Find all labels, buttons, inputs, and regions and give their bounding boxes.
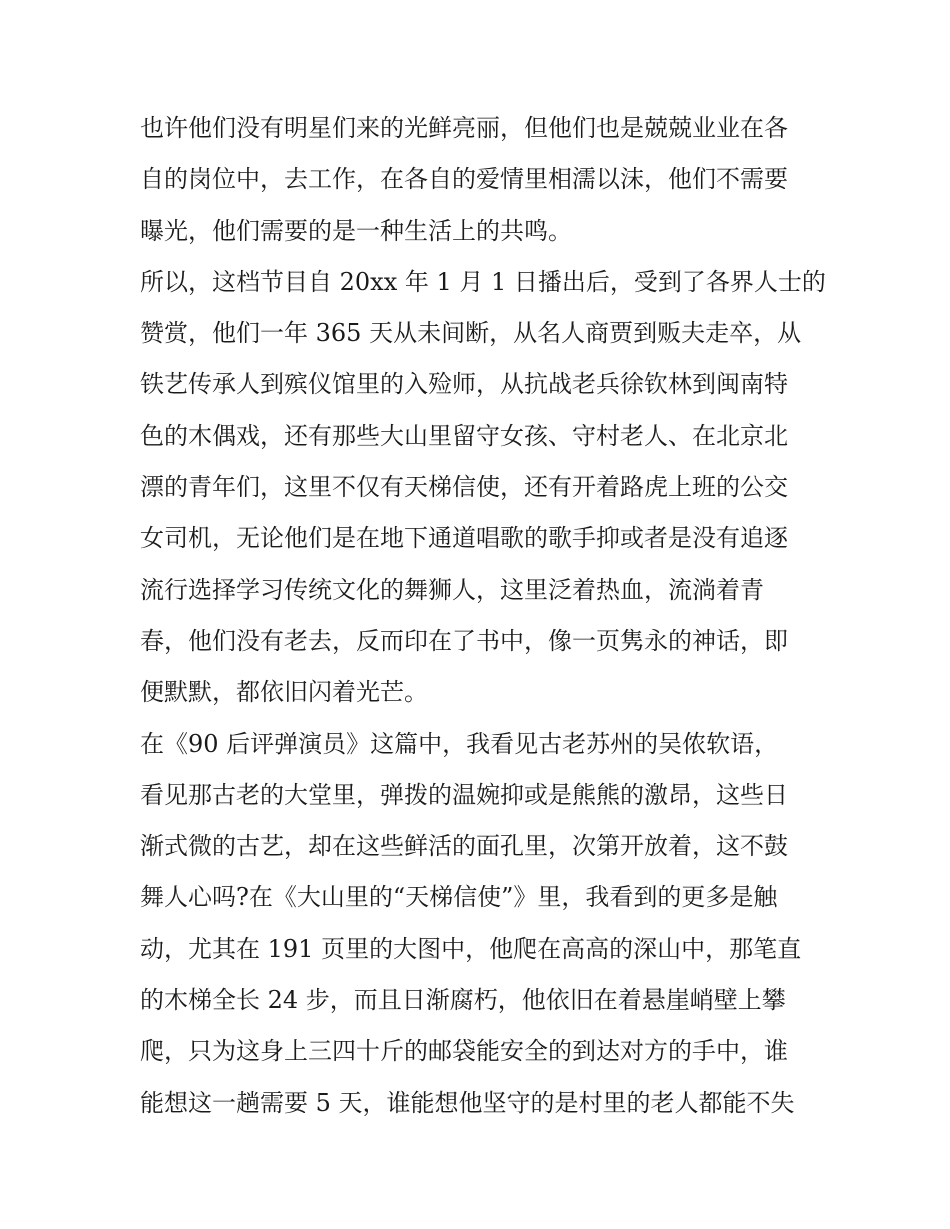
text-line: 能想这一趟需要 5 天，谁能想他坚守的是村里的老人都能不失: [140, 1088, 795, 1117]
text-line: 所以，这档节目自 20xx 年 1 月 1 日播出后，受到了各界人士的: [140, 267, 826, 296]
text-line: 看见那古老的大堂里，弹拨的温婉抑或是熊熊的激昂，这些日: [140, 780, 788, 809]
text-line: 的木梯全长 24 步，而且日渐腐朽，他依旧在着悬崖峭壁上攀: [140, 986, 786, 1015]
text-line: 女司机，无论他们是在地下通道唱歌的歌手抑或者是没有追逐: [140, 524, 788, 553]
text-line: 赞赏，他们一年 365 天从未间断，从名人商贾到贩夫走卒，从: [140, 319, 802, 348]
text-line: 色的木偶戏，还有那些大山里留守女孩、守村老人、在北京北: [140, 421, 788, 450]
text-line: 铁艺传承人到殡仪馆里的入殓师，从抗战老兵徐钦林到闽南特: [140, 370, 788, 399]
text-line: 渐式微的古艺，却在这些鲜活的面孔里，次第开放着，这不鼓: [140, 832, 788, 861]
text-line: 动，尤其在 191 页里的大图中，他爬在高高的深山中，那笔直: [140, 934, 802, 963]
text-line: 爬，只为这身上三四十斤的邮袋能安全的到达对方的手中，谁: [140, 1037, 788, 1066]
text-line: 漂的青年们，这里不仅有天梯信使，还有开着路虎上班的公交: [140, 473, 788, 502]
text-line: 流行选择学习传统文化的舞狮人，这里泛着热血，流淌着青: [140, 575, 764, 604]
text-line: 春，他们没有老去，反而印在了书中，像一页隽永的神话，即: [140, 626, 788, 655]
text-line: 舞人心吗?在《大山里的“天梯信使”》里，我看到的更多是触: [140, 883, 778, 912]
document-body: [140, 108, 830, 1134]
text-line: 便默默，都依旧闪着光芒。: [140, 678, 428, 707]
text-line: 也许他们没有明星们来的光鲜亮丽，但他们也是兢兢业业在各: [140, 114, 788, 142]
text-line: 在《90 后评弹演员》这篇中，我看见古老苏州的吴侬软语，: [140, 729, 779, 758]
text-line: 曝光，他们需要的是一种生活上的共鸣。: [140, 216, 572, 245]
text-line: 自的岗位中，去工作，在各自的爱情里相濡以沫，他们不需要: [140, 165, 788, 194]
